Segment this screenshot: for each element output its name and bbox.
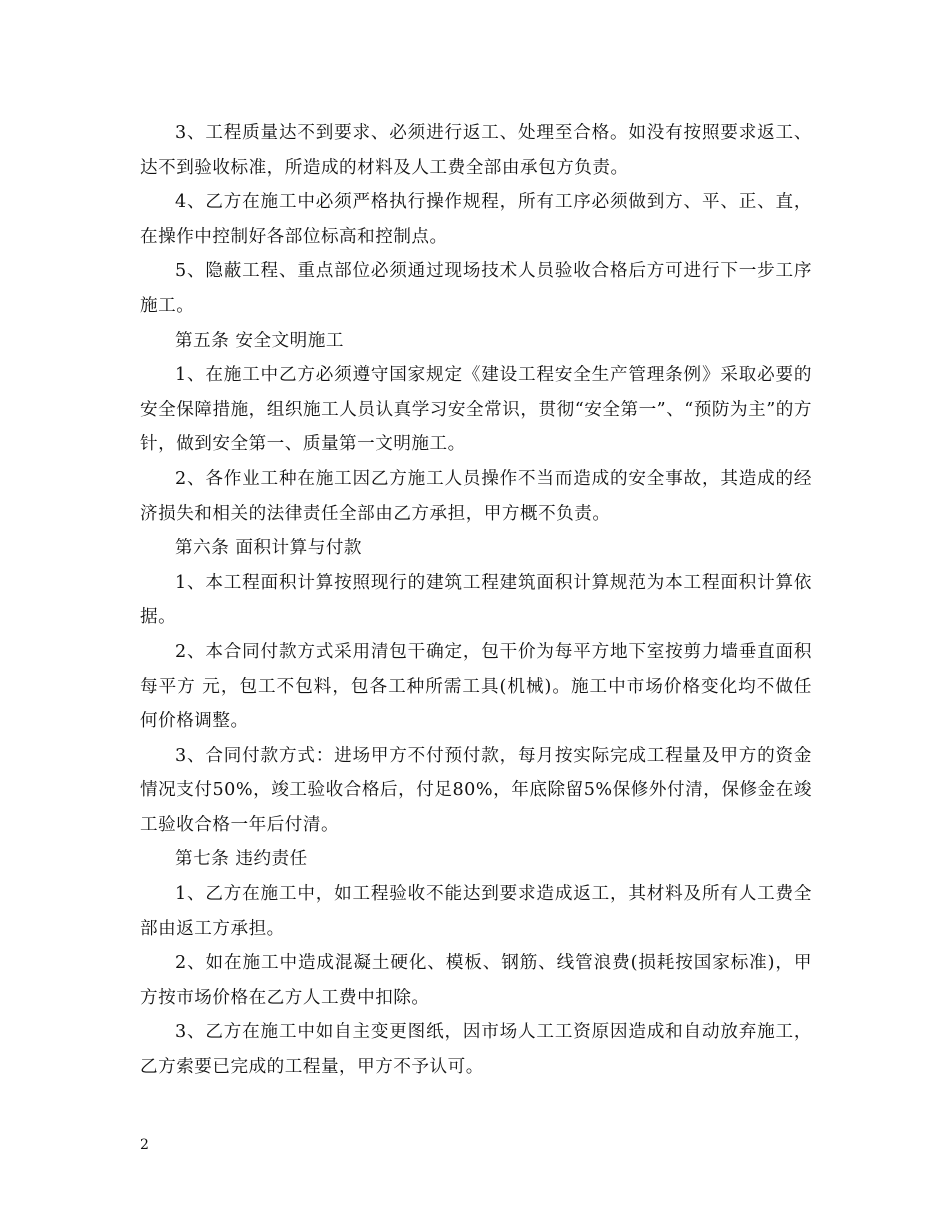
paragraph-drawing-change: 3、乙方在施工中如自主变更图纸，因市场人工工资原因造成和自动放弃施工，乙方索要已完成的工程量，甲方不予认可。	[140, 1022, 812, 1078]
paragraph-quality-rework: 3、工程质量达不到要求、必须进行返工、处理至合格。如没有按照要求返工、达不到验收标准，所造成的材料及人工费全部由承包方负责。	[140, 123, 812, 178]
document-body	[140, 116, 812, 1085]
section-heading-article-6: 第六条 面积计算与付款	[175, 538, 363, 559]
page-number: 2	[140, 1137, 149, 1153]
section-heading-article-5: 第五条 安全文明施工	[175, 330, 344, 351]
paragraph-rework-cost: 1、乙方在施工中，如工程验收不能达到要求造成返工，其材料及所有人工费全部由返工方承担。	[140, 884, 812, 939]
paragraph-safety-measures: 1、在施工中乙方必须遵守国家规定《建设工程安全生产管理条例》采取必要的安全保障措施，组织施工人员认真学习安全常识，贯彻“安全第一”、“预防为主”的方针，做到安全第一、质量第一文明施工。	[140, 365, 812, 455]
section-heading-article-7: 第七条 违约责任	[175, 849, 308, 870]
paragraph-operating-rules: 4、乙方在施工中必须严格执行操作规程，所有工序必须做到方、平、正、直，在操作中控制好各部位标高和控制点。	[140, 192, 812, 247]
paragraph-area-calculation: 1、本工程面积计算按照现行的建筑工程建筑面积计算规范为本工程面积计算依据。	[140, 572, 812, 628]
paragraph-safety-liability: 2、各作业工种在施工因乙方施工人员操作不当而造成的安全事故，其造成的经济损失和相关的法律责任全部由乙方承担，甲方概不负责。	[140, 468, 812, 524]
paragraph-payment-terms: 3、合同付款方式：进场甲方不付预付款，每月按实际完成工程量及甲方的资金情况支付50%，竣工验收合格后，付足80%，年底除留5%保修外付清，保修金在竣工验收合格一年后付清。	[140, 745, 812, 835]
paragraph-material-waste: 2、如在施工中造成混凝土硬化、模板、钢筋、线管浪费(损耗按国家标准)，甲方按市场价格在乙方人工费中扣除。	[140, 953, 812, 1008]
paragraph-lump-sum-price: 2、本合同付款方式采用清包干确定，包干价为每平方地下室按剪力墙垂直面积每平方 元，包工不包料，包各工种所需工具(机械)。施工中市场价格变化均不做任何价格调整。	[140, 641, 812, 732]
paragraph-concealed-work: 5、隐蔽工程、重点部位必须通过现场技术人员验收合格后方可进行下一步工序施工。	[140, 261, 812, 316]
